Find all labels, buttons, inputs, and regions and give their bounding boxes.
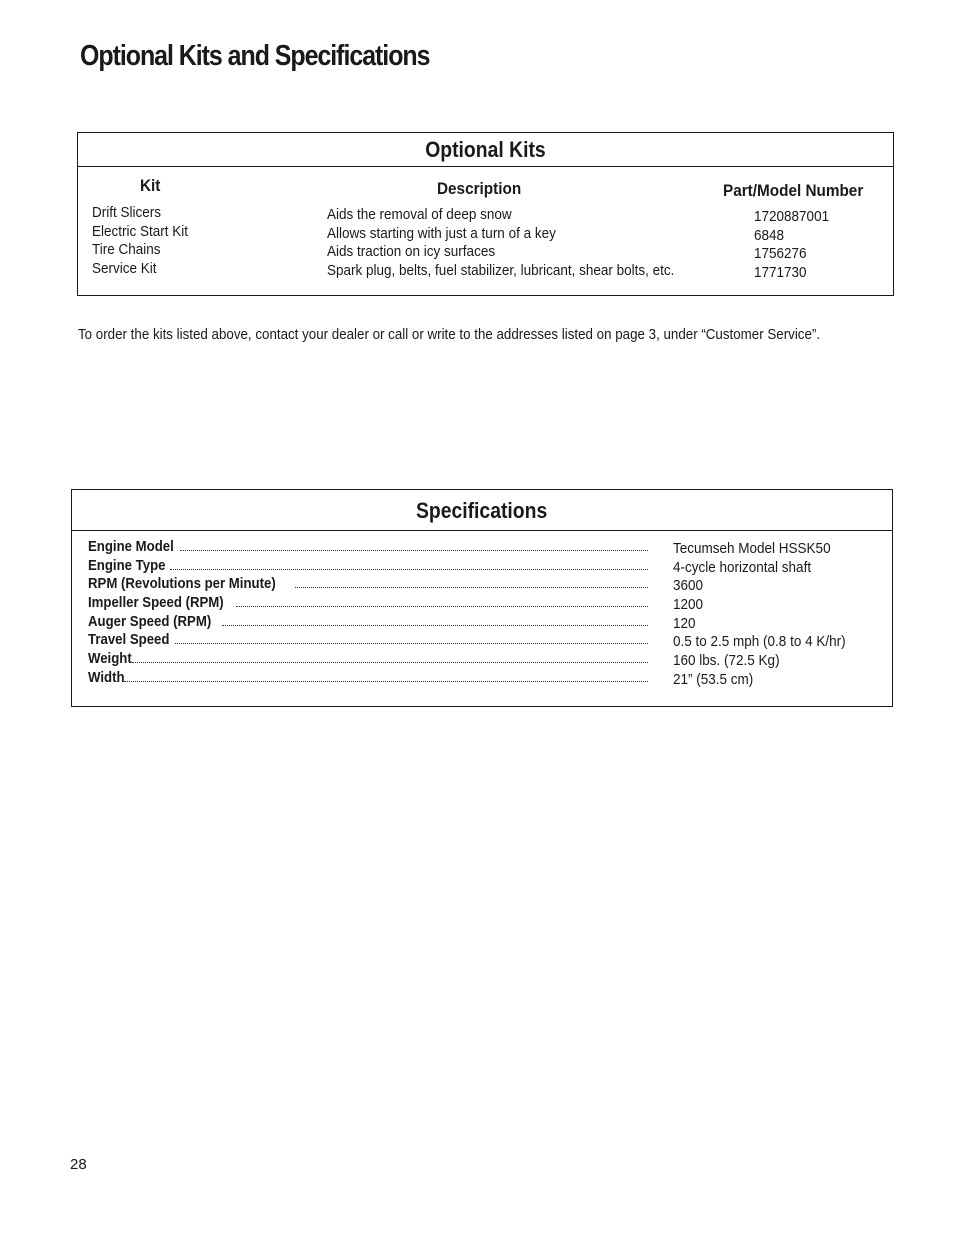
spec-values-column bbox=[673, 540, 865, 690]
kit-name: Tire Chains bbox=[92, 241, 161, 259]
spec-label: Width bbox=[88, 668, 125, 686]
optional-kits-header bbox=[78, 133, 893, 167]
spec-row bbox=[88, 650, 648, 669]
dot-leader bbox=[222, 613, 648, 626]
dot-leader bbox=[295, 575, 648, 588]
kit-name: Service Kit bbox=[92, 260, 157, 278]
kit-description: Allows starting with just a turn of a key bbox=[327, 224, 556, 242]
spec-value: 4-cycle horizontal shaft bbox=[673, 558, 812, 576]
optional-kits-heading: Optional Kits bbox=[425, 137, 546, 162]
spec-label: Travel Speed bbox=[88, 631, 170, 649]
kit-part-number: 1771730 bbox=[754, 264, 807, 282]
spec-row bbox=[88, 557, 648, 576]
spec-row bbox=[88, 575, 648, 594]
dot-leader bbox=[175, 631, 648, 644]
dot-leader bbox=[180, 538, 649, 551]
specifications-header bbox=[72, 490, 892, 531]
specifications-heading: Specifications bbox=[416, 498, 548, 523]
kit-description: Aids the removal of deep snow bbox=[327, 206, 512, 223]
kit-description: Spark plug, belts, fuel stabilizer, lubricant, shear bolts, etc. bbox=[327, 262, 675, 280]
specifications-table bbox=[71, 489, 893, 707]
spec-row bbox=[88, 631, 648, 650]
spec-label: RPM (Revolutions per Minute) bbox=[88, 575, 276, 593]
spec-value: 3600 bbox=[673, 577, 704, 595]
page-number: 28 bbox=[70, 1156, 87, 1173]
dot-leader bbox=[170, 557, 648, 570]
dot-leader bbox=[236, 594, 648, 607]
optional-kits-table bbox=[77, 132, 894, 296]
spec-label: Auger Speed (RPM) bbox=[88, 612, 212, 630]
spec-label: Engine Model bbox=[88, 538, 174, 555]
spec-label: Weight bbox=[88, 650, 132, 668]
spec-row bbox=[88, 594, 648, 613]
spec-row bbox=[88, 538, 648, 557]
order-note: To order the kits listed above, contact your dealer or call or write to the addresses listed on page 3, under “Customer Service”. bbox=[78, 326, 821, 343]
spec-value: 0.5 to 2.5 mph (0.8 to 4 K/hr) bbox=[673, 633, 846, 651]
kit-description: Aids traction on icy surfaces bbox=[327, 243, 496, 261]
spec-row bbox=[88, 613, 648, 632]
kit-name: Drift Slicers bbox=[92, 204, 162, 221]
spec-label: Impeller Speed (RPM) bbox=[88, 594, 224, 612]
kit-names-column bbox=[92, 204, 188, 279]
spec-value: 1200 bbox=[673, 596, 704, 614]
spec-value: 160 lbs. (72.5 Kg) bbox=[673, 652, 780, 670]
kit-part-number: 1720887001 bbox=[754, 208, 830, 225]
spec-value: Tecumseh Model HSSK50 bbox=[673, 540, 831, 557]
kit-descriptions-column bbox=[327, 206, 674, 281]
description-column-header: Description bbox=[437, 179, 522, 198]
kit-part-number: 1756276 bbox=[754, 245, 807, 263]
spec-row bbox=[88, 669, 648, 688]
dot-leader bbox=[124, 669, 648, 682]
kit-column-header: Kit bbox=[140, 176, 161, 195]
kit-part-number: 6848 bbox=[754, 226, 785, 244]
spec-labels-column bbox=[88, 538, 648, 688]
page-title: Optional Kits and Specifications bbox=[80, 40, 430, 72]
spec-label: Engine Type bbox=[88, 556, 166, 574]
spec-value: 21” (53.5 cm) bbox=[673, 670, 754, 688]
kit-part-numbers-column bbox=[754, 208, 829, 283]
dot-leader bbox=[132, 650, 648, 663]
spec-value: 120 bbox=[673, 614, 696, 632]
part-number-column-header: Part/Model Number bbox=[723, 181, 864, 200]
kit-name: Electric Start Kit bbox=[92, 222, 189, 240]
